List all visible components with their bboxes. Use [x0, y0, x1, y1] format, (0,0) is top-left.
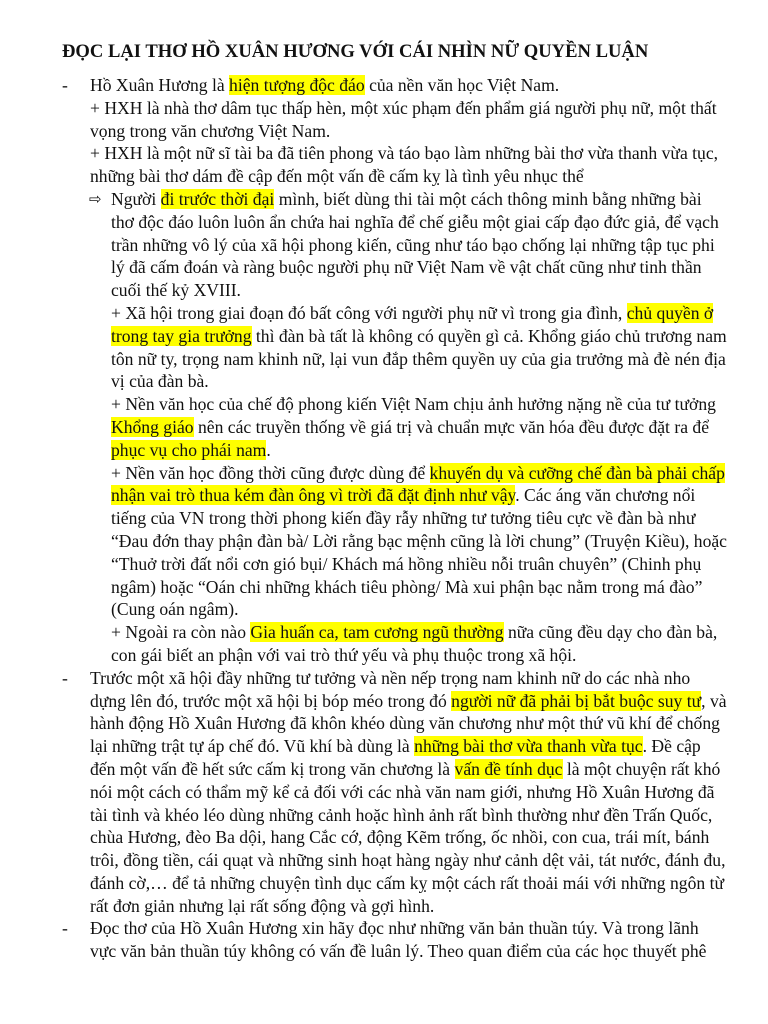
highlighted-text: Khổng giáo	[111, 416, 194, 437]
highlighted-text: người nữ đã phải bị bắt buộc suy tư	[451, 690, 702, 711]
text-run: mình, biết dùng thi tài một cách thông minh bằng những bài thơ độc đáo luôn luôn ẩn chứa hai nghĩa để chế giễu một giai cấp đạo đức giả, để vạch trần những vô lý của xã hội phong kiến, cũng như táo bạo chống lại những tập tục phi lý đã cấm đoán và ràng buộc người phụ nữ Việt Nam về vật chất cũng như tinh thần cuối thế kỷ XVIII.	[111, 188, 719, 301]
bullet-item-3	[62, 917, 728, 963]
detail-point-2	[111, 393, 728, 461]
highlighted-text: hiện tượng độc đáo	[229, 75, 365, 95]
text-run: + Ngoài ra còn nào	[111, 622, 251, 643]
highlighted-text: phục vụ cho phái nam	[111, 439, 267, 460]
arrow-right-icon: ⇨	[89, 189, 102, 208]
text-run: nên các truyền thống về giá trị và chuẩn mực văn hóa đều được đặt ra để	[193, 416, 710, 437]
text-run: + Nền văn học của chế độ phong kiến Việt Nam chịu ảnh hưởng nặng nề của tư tưởng	[111, 394, 716, 415]
text-run: , và hành động Hồ Xuân Hương đã khôn khéo dùng văn chương như một thứ vũ khí để chống lại những trật tự áp chế đó. Vũ khí bà dùng là	[90, 690, 727, 757]
text-run: + Xã hội trong giai đoạn đó bất công với người phụ nữ vì trong gia đình,	[111, 302, 627, 323]
highlighted-text: đi trước thời đại	[160, 188, 275, 209]
highlighted-text: chủ quyền ở trong tay gia trưởng	[111, 302, 714, 346]
text-run: Trước một xã hội đầy những tư tưởng và nền nếp trọng nam khinh nữ do các nhà nho dựng lên đó, trước một xã hội bị bóp méo trong đó	[90, 667, 691, 711]
sub-point-1: + HXH là nhà thơ dâm tục thấp hèn, một xúc phạm đến phẩm giá người phụ nữ, một thất vọng trong văn chương Việt Nam.	[90, 97, 717, 141]
text-run: là một chuyện rất khó nói một cách có thẩm mỹ kể cả đối với các nhà văn nam giới, nhưng Hồ Xuân Hương đã tài tình và khéo léo dùng những cảnh hoặc hình ảnh rất bình thường như đền Trấn Quốc, chùa Hương, đèo Ba dội, hang Cắc cớ, động Kẽm trống, ốc nhồi, con cua, trái mít, bánh trôi, đồng tiền, cái quạt và những sinh hoạt hàng ngày như cảnh dệt vải, tát nước, đánh đu, đánh cờ,… để tả những chuyện tình dục cấm kỵ một cách rất thoải mái với những ngôn từ rất đơn giản nhưng lại rất sống động và gợi hình.	[90, 758, 726, 916]
text-run: Hồ Xuân Hương là	[90, 75, 230, 95]
text-run: . Đề cập đến một vấn đề hết sức cấm kị trong văn chương là	[90, 736, 701, 779]
text-run: .	[266, 439, 271, 460]
detail-point-1	[111, 302, 728, 393]
detail-point-3	[111, 462, 728, 622]
bullet-item-2	[62, 667, 728, 918]
text-run: + Nền văn học đồng thời cũng được dùng để	[111, 462, 430, 483]
detail-points	[62, 302, 728, 667]
highlighted-text: Gia huấn ca, tam cương ngũ thường	[250, 622, 504, 643]
page-title: ĐỌC LẠI THƠ HỒ XUÂN HƯƠNG VỚI CÁI NHÌN NỮ QUYỀN LUẬN	[62, 41, 649, 62]
highlighted-text: những bài thơ vừa thanh vừa tục	[414, 736, 643, 757]
text-run: . Các áng văn chương nổi tiếng của VN trong thời phong kiến đầy rẫy những tư tưởng tiêu cực về đàn bà như “Đau đớn thay phận đàn bà/ Lời rằng bạc mệnh cũng là lời chung” (Truyện Kiều), hoặc “Thuở trời đất nổi cơn gió bụi/ Khách má hồng nhiều nỗi truân chuyên” (Chinh phụ ngâm) hoặc “Oán chi những khách tiêu phòng/ Mà xui phận bạc nằm trong má đào” (Cung oán ngâm).	[111, 485, 727, 620]
sub-point-2: + HXH là một nữ sĩ tài ba đã tiên phong và táo bạo làm những bài thơ vừa thanh vừa tục, những bài thơ dám đề cập đến một vấn đề cấm kỵ là tình yêu nhục thể	[90, 143, 719, 187]
highlighted-text: vấn đề tính dục	[454, 758, 563, 779]
text-run: Đọc thơ của Hồ Xuân Hương xin hãy đọc như những văn bản thuần túy. Và trong lãnh vực văn bản thuần túy không có vấn đề luân lý. Theo quan điểm của các học thuyết phê	[90, 918, 707, 962]
highlighted-text: khuyến dụ và cưỡng chế đàn bà phải chấp nhận vai trò thua kém đàn ông vì trời đã đặt định như vậy	[111, 462, 725, 506]
dash-marker: -	[62, 667, 68, 688]
dash-marker: -	[62, 75, 68, 95]
dash-marker: -	[62, 918, 68, 939]
text-run: thì đàn bà tất là không có quyền gì cả. Khổng giáo chủ trương nam tôn nữ ty, trọng nam khinh nữ, lại vun đắp thêm quyền uy của gia trưởng mà đè nén địa vị của đàn bà.	[111, 325, 727, 392]
text-run: của nền văn học Việt Nam.	[364, 75, 560, 95]
arrow-point	[62, 188, 728, 302]
bullet-item-1	[62, 74, 728, 97]
text-run: nữa cũng đều dạy cho đàn bà, con gái biết an phận với vai trò thứ yếu và phụ thuộc trong xã hội.	[111, 622, 718, 665]
text-run: Người	[111, 188, 161, 209]
detail-point-4	[111, 621, 728, 667]
